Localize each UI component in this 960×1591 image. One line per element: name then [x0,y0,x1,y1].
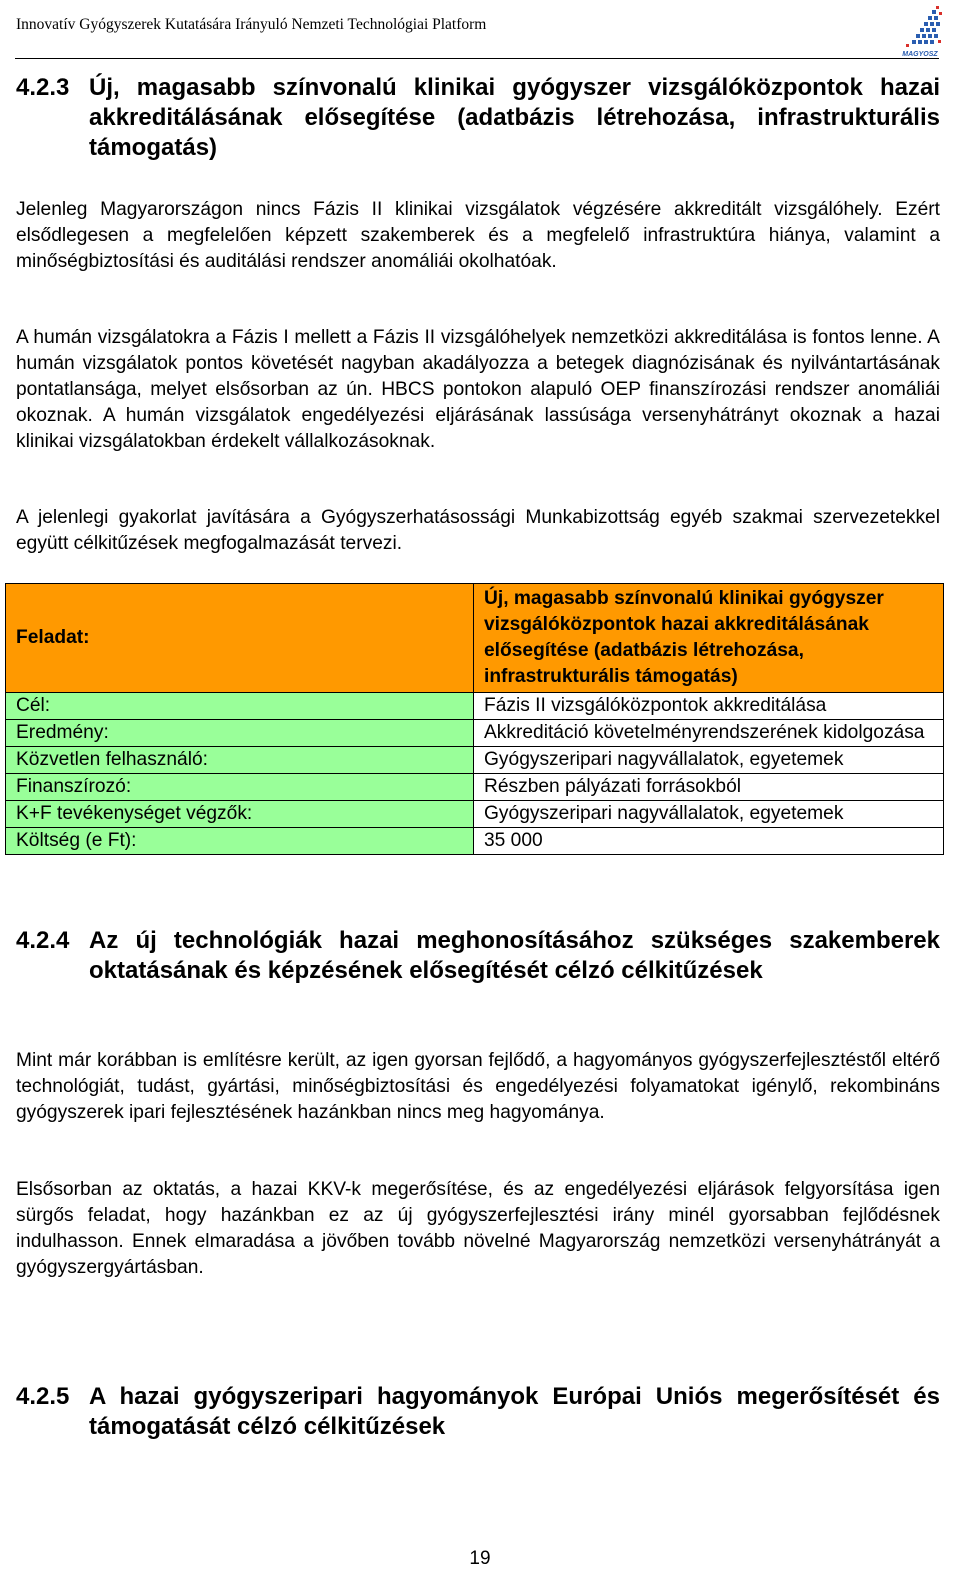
header-divider [15,58,939,59]
row-label: K+F tevékenységet végzők: [6,801,474,828]
svg-text:MAGYOSZ: MAGYOSZ [902,51,938,58]
section-424-heading [16,926,940,986]
row-value: Fázis II vizsgálóközpontok akkreditálása [474,693,944,720]
row-label: Eredmény: [6,720,474,747]
row-label: Finanszírozó: [6,774,474,801]
feladat-value: Új, magasabb színvonalú klinikai gyógyszer vizsgálóközpontok hazai akkreditálásának elősegítése (adatbázis létrehozása, infrastrukturális támogatás) [474,584,944,693]
magyosz-logo [898,4,942,60]
paragraph: Elsősorban az oktatás, a hazai KKV-k megerősítése, és az engedélyezési eljárások felgyorsítása igen sürgős feladat, hogy hazánkban ez az új gyógyszerfejlesztési irány minél gyorsabban fejlődésnek indulhasson. Ennek elmaradása a jövőben tovább növelné Magyarország nemzetközi versenyhátrányát a gyógyszergyártásban. [16,1179,940,1278]
section-425-heading [16,1382,940,1442]
paragraph: Jelenleg Magyarországon nincs Fázis II klinikai vizsgálatok végzésére akkreditált vizsgálóhely. Ezért elsődlegesen a megfelelően képzett szakemberek és a megfelelő infrastruktúra hiánya, valamint a minőségbiztosítási és auditálási rendszer anomáliái okolhatóak. [16,199,940,272]
table-row [6,693,944,720]
row-value: 35 000 [474,828,944,855]
table-row [6,774,944,801]
table-row [6,584,944,693]
section-number: 4.2.3 [16,74,70,101]
row-label: Cél: [6,693,474,720]
table-row [6,801,944,828]
table-row [6,747,944,774]
row-value: Akkreditáció követelményrendszerének kidolgozása [474,720,944,747]
task-table [5,583,944,855]
running-header: Innovatív Gyógyszerek Kutatására Irányuló Nemzeti Technológiai Platform [16,16,487,33]
paragraph: A humán vizsgálatokra a Fázis I mellett a Fázis II vizsgálóhelyek nemzetközi akkreditálása is fontos lenne. A humán vizsgálatok pontos követését nagyban akadályozza a betegek diagnózisának és nyilvántartásának pontatlansága, melyet elsősorban az ún. HBCS pontokon alapuló OEP finanszírozási rendszer anomáliái okoznak. A humán vizsgálatok engedélyezési eljárásának lassúsága versenyhátrányt okoznak a hazai klinikai vizsgálatokban érdekelt vállalkozásoknak. [16,327,940,452]
table-row [6,828,944,855]
section-423-heading [16,73,940,163]
section-title: A hazai gyógyszeripari hagyományok Európai Uniós megerősítését és támogatását célzó célkitűzések [89,1383,940,1440]
row-value: Gyógyszeripari nagyvállalatok, egyetemek [474,747,944,774]
section-number: 4.2.5 [16,1383,70,1410]
row-value: Gyógyszeripari nagyvállalatok, egyetemek [474,801,944,828]
section-title: Új, magasabb színvonalú klinikai gyógyszer vizsgálóközpontok hazai akkreditálásának elősegítése (adatbázis létrehozása, infrastrukturális támogatás) [89,74,940,161]
paragraph: A jelenlegi gyakorlat javítására a Gyógyszerhatásossági Munkabizottság egyéb szakmai szervezetekkel együtt célkitűzések megfogalmazását tervezi. [16,507,940,554]
page-number: 19 [469,1548,491,1569]
paragraph: Mint már korábban is említésre került, az igen gyorsan fejlődő, a hagyományos gyógyszerfejlesztéstől eltérő technológiát, tudást, gyártási, minőségbiztosítási és engedélyezési folyamatokat igénylő, rekombináns gyógyszerek ipari fejlesztésének hazánkban nincs meg hagyománya. [16,1050,940,1123]
feladat-label: Feladat: [6,584,474,693]
section-title: Az új technológiák hazai meghonosításához szükséges szakemberek oktatásának és képzésének elősegítését célzó célkitűzések [89,927,940,984]
row-label: Közvetlen felhasználó: [6,747,474,774]
section-number: 4.2.4 [16,927,70,954]
row-value: Részben pályázati forrásokból [474,774,944,801]
table-row [6,720,944,747]
row-label: Költség (e Ft): [6,828,474,855]
